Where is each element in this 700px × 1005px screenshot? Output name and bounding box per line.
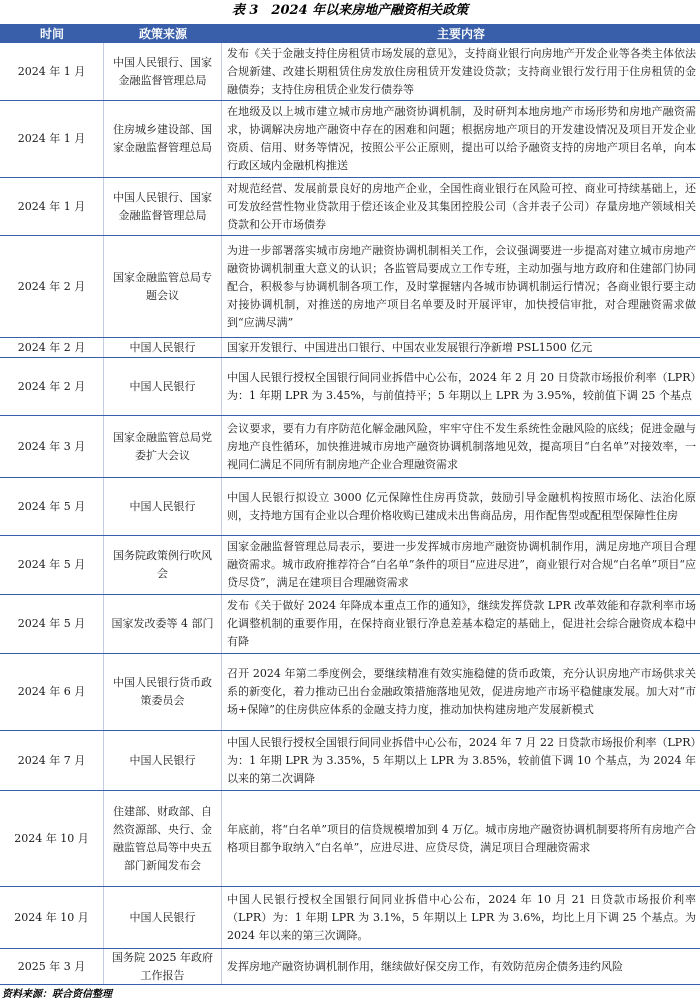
row-source: 住建部、财政部、自然资源部、央行、金融监管总局等中央五部门新闻发布会 xyxy=(104,791,222,886)
row-content: 中国人民银行授权全国银行间同业拆借中心公布，2024 年 2 月 20 日贷款市场报价利率（LPR）为：1 年期 LPR 为 3.45%，与前值持平；5 年期以上 LPR 为 3.95%，较前值下调 25 个基点 xyxy=(227,370,696,402)
row-source: 中国人民银行、国家金融监督管理总局 xyxy=(104,43,222,100)
row-content: 发挥房地产融资协调机制作用，继续做好保交房工作，有效防范房企债务违约风险 xyxy=(227,959,623,973)
table-row xyxy=(0,101,700,178)
row-content: 对规范经营、发展前景良好的房地产企业，全国性商业银行在风险可控、商业可持续基础上，还可发放经营性物业贷款用于偿还该企业及其集团控股公司（含并表子公司）存量房地产领域相关贷款和公开市场债券 xyxy=(227,181,696,231)
row-date: 2024 年 7 月 xyxy=(0,731,104,790)
row-content: 年底前，将“白名单”项目的信贷规模增加到 4 万亿。城市房地产融资协调机制要将所有房地产合格项目都争取纳入“白名单”，应进尽进、应贷尽贷，满足项目合理融资需求 xyxy=(227,822,696,854)
table-row xyxy=(0,178,700,236)
row-content: 发布《关于做好 2024 年降成本重点工作的通知》，继续发挥贷款 LPR 改革效能和存款利率市场化调整机制的重要作用，在保持商业银行净息差基本稳定的基础上，促进社会综合融资成本稳中有降 xyxy=(227,599,696,648)
row-date: 2024 年 5 月 xyxy=(0,478,104,535)
table-row xyxy=(0,236,700,338)
row-source: 国务院政策例行吹风会 xyxy=(104,536,222,594)
header-content: 主要内容 xyxy=(436,27,485,41)
row-content: 发布《关于金融支持住房租赁市场发展的意见》，支持商业银行向房地产开发企业等各类主体依法合规新建、改建长期租赁住房发放住房租赁开发建设贷款；支持商业银行发行用于住房租赁的金融债券；支持住房租赁企业发行债券等 xyxy=(227,46,696,96)
row-date: 2024 年 10 月 xyxy=(0,791,104,886)
row-content: 国家开发银行、中国进出口银行、中国农业发展银行净新增 PSL1500 亿元 xyxy=(227,340,593,354)
table-row xyxy=(0,536,700,595)
row-date: 2024 年 10 月 xyxy=(0,887,104,948)
row-source: 中国人民银行 xyxy=(104,358,222,415)
table-body xyxy=(0,43,700,985)
row-date: 2024 年 6 月 xyxy=(0,654,104,730)
table-row xyxy=(0,358,700,416)
row-source: 中国人民银行 xyxy=(104,731,222,790)
row-date: 2024 年 5 月 xyxy=(0,536,104,594)
row-content: 中国人民银行授权全国银行间同业拆借中心公布，2024 年 10 月 21 日贷款市场报价利率（LPR）为：1 年期 LPR 为 3.1%，5 年期以上 LPR 为 3.6%，均比上月下调 25 个基点。为 2024 年以来的第三次调降。 xyxy=(227,892,696,942)
row-date: 2024 年 2 月 xyxy=(0,358,104,415)
row-source: 中国人民银行货币政策委员会 xyxy=(104,654,222,730)
table-row xyxy=(0,338,700,358)
source-note: 资料来源：联合资信整理 xyxy=(2,989,112,1000)
header-time: 时间 xyxy=(39,27,64,41)
row-date: 2025 年 3 月 xyxy=(0,949,104,984)
row-source: 中国人民银行、国家金融监督管理总局 xyxy=(104,178,222,235)
row-source: 国家发改委等 4 部门 xyxy=(104,595,222,653)
row-date: 2024 年 1 月 xyxy=(0,101,104,177)
row-source: 国家金融监管总局党委扩大会议 xyxy=(104,416,222,477)
row-date: 2024 年 5 月 xyxy=(0,595,104,653)
row-content: 会议要求，要有力有序防范化解金融风险，牢牢守住不发生系统性金融风险的底线；促进金融与房地产良性循环，加快推进城市房地产融资协调机制落地见效，提高项目“白名单”对接效率，一视同仁满足不同所有制房地产企业合理融资需求 xyxy=(227,421,696,471)
row-source: 中国人民银行 xyxy=(104,338,222,357)
row-date: 2024 年 2 月 xyxy=(0,236,104,337)
table-row xyxy=(0,731,700,791)
row-content: 中国人民银行拟设立 3000 亿元保障性住房再贷款，鼓励引导金融机构按照市场化、法治化原则，支持地方国有企业以合理价格收购已建成未出售商品房，用作配售型或配租型保障性住房 xyxy=(227,490,696,522)
row-content: 为进一步部署落实城市房地产融资协调机制相关工作，会议强调要进一步提高对建立城市房地产融资协调机制重大意义的认识；各监管局要成立工作专班，主动加强与地方政府和住建部门协同配合，积极参与协调机制各项工作，及时掌握辖内各城市协调机制运行情况；各商业银行要主动对接协调机制，对推送的房地产项目名单要及时开展评审，加快授信审批，对合理融资需求做到“应满尽满” xyxy=(227,243,696,329)
table-row xyxy=(0,791,700,887)
table-row xyxy=(0,949,700,985)
row-source: 住房城乡建设部、国家金融监督管理总局 xyxy=(104,101,222,177)
row-date: 2024 年 2 月 xyxy=(0,338,104,357)
table-row xyxy=(0,416,700,478)
table-row xyxy=(0,595,700,654)
row-source: 中国人民银行 xyxy=(104,478,222,535)
table-title: 表 3 2024 年以来房地产融资相关政策 xyxy=(231,3,469,18)
row-source: 国务院 2025 年政府工作报告 xyxy=(104,949,222,984)
row-date: 2024 年 3 月 xyxy=(0,416,104,477)
row-date: 2024 年 1 月 xyxy=(0,178,104,235)
table-row xyxy=(0,887,700,949)
row-content: 国家金融监督管理总局表示，要进一步发挥城市房地产融资协调机制作用，满足房地产项目合理融资需求。城市政府推荐符合“白名单”条件的项目“应进尽进”，商业银行对合规“白名单”项目“应贷尽贷”，满足在建项目合理融资需求 xyxy=(227,540,696,589)
table-row xyxy=(0,43,700,101)
row-source: 国家金融监管总局专题会议 xyxy=(104,236,222,337)
row-content: 召开 2024 年第二季度例会，要继续精准有效实施稳健的货币政策，充分认识房地产市场供求关系的新变化，着力推动已出台金融政策措施落地见效，促进房地产市场平稳健康发展。加大对“市场+保障”的住房供应体系的金融支持力度，推动加快构建房地产发展新模式 xyxy=(227,667,696,716)
row-content: 中国人民银行授权全国银行间同业拆借中心公布，2024 年 7 月 22 日贷款市场报价利率（LPR）为：1 年期 LPR 为 3.35%，5 年期以上 LPR 为 3.85%，较前值下调 10 个基点，为 2024 年以来的第二次调降 xyxy=(227,735,696,785)
table-header xyxy=(0,24,700,43)
table-row xyxy=(0,478,700,536)
row-content: 在地级及以上城市建立城市房地产融资协调机制，及时研判本地房地产市场形势和房地产融资需求，协调解决房地产融资中存在的困难和问题；根据房地产项目的开发建设情况及项目开发企业资质、信用、财务等情况，按照公平公正原则，提出可以给予融资支持的房地产项目名单，向本行政区域内金融机构推送 xyxy=(227,105,696,172)
row-source: 中国人民银行 xyxy=(104,887,222,948)
row-date: 2024 年 1 月 xyxy=(0,43,104,100)
header-source: 政策来源 xyxy=(138,27,187,41)
table-row xyxy=(0,654,700,731)
